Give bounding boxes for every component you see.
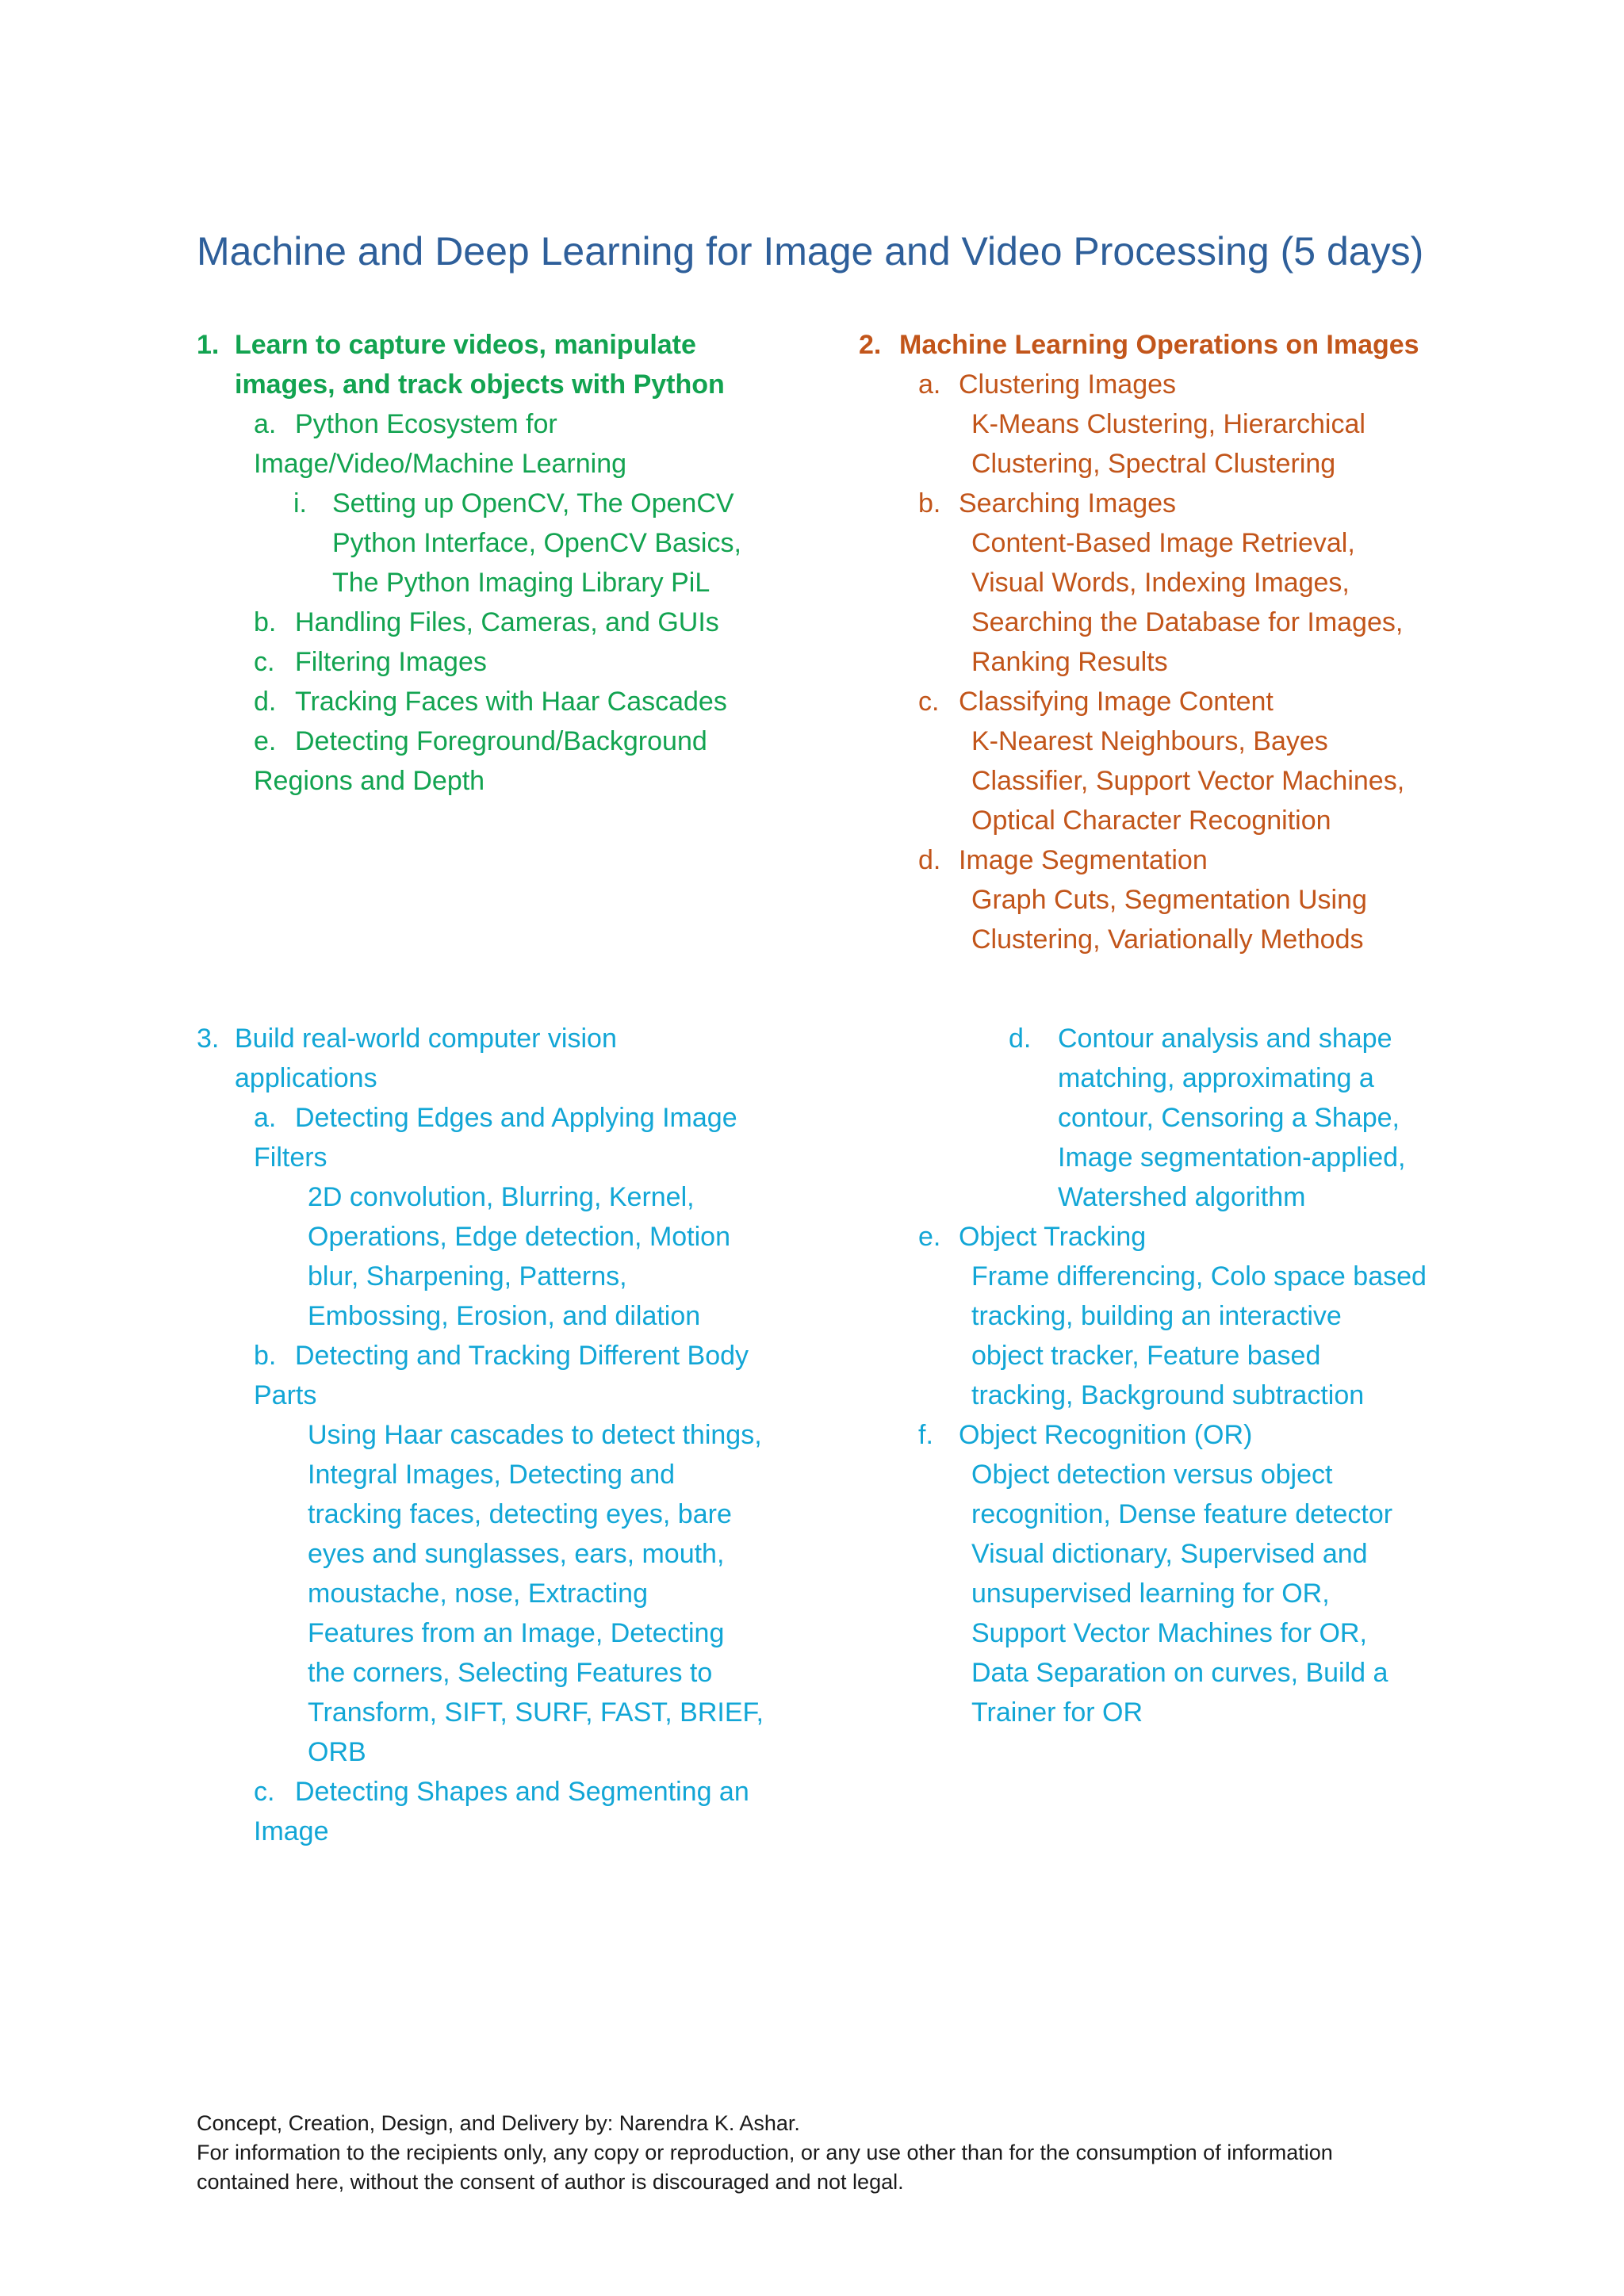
list-marker: i.	[293, 488, 307, 519]
list-item-detail: K-Means Clustering, Hierarchical	[971, 409, 1365, 439]
list-item-detail: K-Nearest Neighbours, Bayes	[971, 726, 1328, 756]
list-item-detail: tracking, building an interactive	[971, 1301, 1342, 1331]
list-marker: d.	[1009, 1024, 1032, 1054]
section-3-heading-cont: applications	[235, 1063, 377, 1093]
list-item-cont: Image/Video/Machine Learning	[254, 449, 627, 479]
list-marker: c.	[254, 647, 275, 677]
list-item-detail: Optical Character Recognition	[971, 806, 1331, 836]
list-item-detail: Content-Based Image Retrieval,	[971, 528, 1355, 558]
footer-disclaimer: For information to the recipients only, any copy or reproduction, or any use other than for the consumption of information	[197, 2141, 1333, 2164]
list-marker: a.	[254, 409, 277, 439]
list-item-cont: The Python Imaging Library PiL	[332, 568, 710, 598]
list-item-detail: moustache, nose, Extracting	[308, 1578, 649, 1609]
list-item-cont: matching, approximating a	[1058, 1063, 1374, 1093]
list-item-detail: eyes and sunglasses, ears, mouth,	[308, 1539, 725, 1569]
list-item-cont: Image segmentation-applied,	[1058, 1142, 1406, 1173]
list-item-cont: Regions and Depth	[254, 766, 485, 796]
list-marker: c.	[918, 687, 940, 717]
list-item-detail: tracking, Background subtraction	[971, 1380, 1365, 1410]
list-item-detail: 2D convolution, Blurring, Kernel,	[308, 1182, 695, 1212]
list-item: Tracking Faces with Haar Cascades	[295, 687, 727, 717]
list-item-cont: Filters	[254, 1142, 327, 1173]
list-item-detail: Clustering, Variationally Methods	[971, 924, 1364, 955]
list-marker: e.	[918, 1222, 941, 1252]
list-item: Clustering Images	[959, 369, 1177, 400]
list-item: Detecting Shapes and Segmenting an	[295, 1777, 749, 1807]
list-marker: d.	[254, 687, 277, 717]
list-item-detail: Data Separation on curves, Build a	[971, 1658, 1388, 1688]
list-item: Detecting and Tracking Different Body	[295, 1341, 749, 1371]
list-item-detail: Searching the Database for Images,	[971, 607, 1404, 637]
list-item-detail: Operations, Edge detection, Motion	[308, 1222, 730, 1252]
list-item-detail: Visual dictionary, Supervised and	[971, 1539, 1368, 1569]
section-3-heading: Build real-world computer vision	[235, 1024, 617, 1054]
section-1-number: 1.	[197, 330, 220, 360]
section-3-number: 3.	[197, 1024, 220, 1054]
list-item: Python Ecosystem for	[295, 409, 557, 439]
list-item-detail: Embossing, Erosion, and dilation	[308, 1301, 701, 1331]
list-item-cont: contour, Censoring a Shape,	[1058, 1103, 1400, 1133]
list-item-detail: Ranking Results	[971, 647, 1168, 677]
list-item-detail: unsupervised learning for OR,	[971, 1578, 1330, 1609]
list-item: Classifying Image Content	[959, 687, 1274, 717]
page-title: Machine and Deep Learning for Image and Video Processing (5 days)	[197, 229, 1424, 274]
list-item-cont: Watershed algorithm	[1058, 1182, 1306, 1212]
list-item-cont: Python Interface, OpenCV Basics,	[332, 528, 741, 558]
list-marker: a.	[918, 369, 941, 400]
list-marker: b.	[918, 488, 941, 519]
list-item-detail: ORB	[308, 1737, 366, 1767]
list-marker: d.	[918, 845, 941, 875]
list-item: Object Tracking	[959, 1222, 1147, 1252]
list-item: Contour analysis and shape	[1058, 1024, 1392, 1054]
list-item-detail: blur, Sharpening, Patterns,	[308, 1261, 627, 1292]
list-marker: b.	[254, 607, 277, 637]
list-marker: b.	[254, 1341, 277, 1371]
list-marker: e.	[254, 726, 277, 756]
list-item-detail: Graph Cuts, Segmentation Using	[971, 885, 1367, 915]
list-item-detail: Transform, SIFT, SURF, FAST, BRIEF,	[308, 1697, 764, 1728]
list-item-detail: Using Haar cascades to detect things,	[308, 1420, 762, 1450]
list-item-detail: Visual Words, Indexing Images,	[971, 568, 1350, 598]
section-1-heading: Learn to capture videos, manipulate	[235, 330, 696, 360]
list-marker: c.	[254, 1777, 275, 1807]
list-item: Detecting Edges and Applying Image	[295, 1103, 737, 1133]
section-2-number: 2.	[859, 330, 882, 360]
list-item-detail: Features from an Image, Detecting	[308, 1618, 725, 1648]
list-item-cont: Parts	[254, 1380, 317, 1410]
list-item-detail: tracking faces, detecting eyes, bare	[308, 1499, 732, 1529]
list-item-detail: Trainer for OR	[971, 1697, 1143, 1728]
list-marker: f.	[918, 1420, 933, 1450]
list-item: Handling Files, Cameras, and GUIs	[295, 607, 719, 637]
list-item: Searching Images	[959, 488, 1177, 519]
list-item: Object Recognition (OR)	[959, 1420, 1253, 1450]
footer-disclaimer-cont: contained here, without the consent of author is discouraged and not legal.	[197, 2170, 904, 2194]
list-item: Filtering Images	[295, 647, 487, 677]
section-1-heading-cont: images, and track objects with Python	[235, 369, 725, 400]
list-item-detail: Frame differencing, Colo space based	[971, 1261, 1427, 1292]
list-item-detail: the corners, Selecting Features to	[308, 1658, 713, 1688]
list-item-detail: Support Vector Machines for OR,	[971, 1618, 1367, 1648]
footer	[197, 2109, 1333, 2197]
list-item: Setting up OpenCV, The OpenCV	[332, 488, 734, 519]
list-item-detail: Object detection versus object	[971, 1460, 1333, 1490]
footer-credit: Concept, Creation, Design, and Delivery by: Narendra K. Ashar.	[197, 2111, 800, 2135]
list-item-detail: object tracker, Feature based	[971, 1341, 1321, 1371]
list-item: Detecting Foreground/Background	[295, 726, 707, 756]
list-item-detail: recognition, Dense feature detector	[971, 1499, 1393, 1529]
list-item: Image Segmentation	[959, 845, 1208, 875]
list-marker: a.	[254, 1103, 277, 1133]
list-item-detail: Integral Images, Detecting and	[308, 1460, 676, 1490]
section-2-heading: Machine Learning Operations on Images	[899, 330, 1419, 360]
list-item-cont: Image	[254, 1816, 329, 1846]
list-item-detail: Clustering, Spectral Clustering	[971, 449, 1336, 479]
list-item-detail: Classifier, Support Vector Machines,	[971, 766, 1405, 796]
